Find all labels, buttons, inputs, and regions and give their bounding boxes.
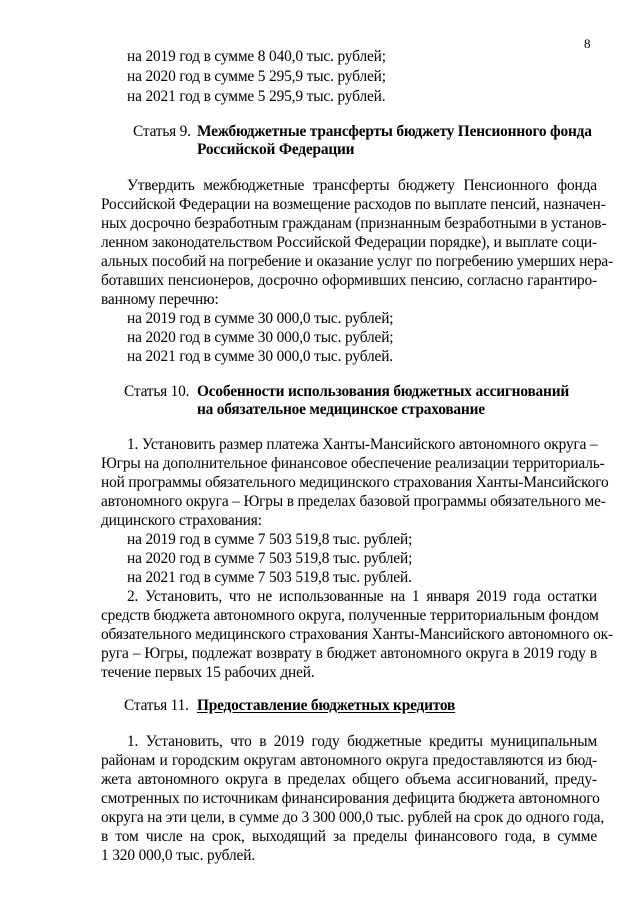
list-item: на 2021 год в сумме 7 503 519,8 тыс. рублей. — [127, 569, 412, 586]
paragraph-line: 1. Установить, что в 2019 году бюджетные кредиты муниципальным — [127, 733, 597, 750]
paragraph-line: Российской Федерации на возмещение расходов по выплате пенсий, назначен- — [101, 196, 606, 213]
paragraph-line: альных пособий на погребение и оказание услуг по погребению умерших нера- — [101, 253, 614, 270]
list-item: на 2019 год в сумме 30 000,0 тыс. рублей; — [127, 310, 394, 327]
paragraph-line: округа на эти цели, в сумме до 3 300 000,0 тыс. рублей на срок до одного года, — [101, 809, 605, 826]
paragraph-line: средств бюджета автономного округа, полученные территориальным фондом — [101, 607, 599, 624]
list-item: на 2020 год в сумме 7 503 519,8 тыс. рублей; — [127, 550, 413, 567]
paragraph-line: Утвердить межбюджетные трансферты бюджету Пенсионного фонда — [127, 177, 597, 194]
article-10-label: Статья 10. — [124, 383, 190, 400]
list-item: на 2019 год в сумме 8 040,0 тыс. рублей; — [127, 48, 386, 65]
list-item: на 2020 год в сумме 5 295,9 тыс. рублей; — [127, 68, 386, 85]
paragraph-line: ленном законодательством Российской Федерации порядке), и выплате соци- — [101, 234, 597, 251]
paragraph-line: дицинского страхования: — [101, 512, 262, 529]
paragraph-line: Югры на дополнительное финансовое обеспечение реализации территориаль- — [101, 455, 605, 472]
article-9-label: Статья 9. — [133, 123, 191, 140]
paragraph-line: ной программы обязательного медицинского страхования Ханты-Мансийского — [101, 474, 609, 491]
page-number: 8 — [584, 36, 591, 51]
paragraph-line: в том числе на срок, выходящий за пределы финансового года, в сумме — [101, 828, 597, 845]
paragraph-line: 1. Установить размер платежа Ханты-Мансийского автономного округа – — [127, 436, 598, 453]
article-10-title-line2: на обязательное медицинское страхование — [197, 401, 485, 418]
paragraph-line: ных досрочно безработным гражданам (признанным безработными в установ- — [101, 215, 607, 232]
paragraph-line: обязательного медицинского страхования Ханты-Мансийского автономного ок- — [101, 626, 613, 643]
article-11-title: Предоставление бюджетных кредитов — [197, 697, 456, 714]
article-9-title-line1: Межбюджетные трансферты бюджету Пенсионного фонда — [197, 123, 592, 140]
article-9-title-line2: Российской Федерации — [197, 141, 355, 158]
list-item: на 2021 год в сумме 5 295,9 тыс. рублей. — [127, 88, 386, 105]
paragraph-line: руга – Югры, подлежат возврату в бюджет автономного округа в 2019 году в — [101, 645, 597, 662]
article-10-title-line1: Особенности использования бюджетных ассигнований — [197, 383, 570, 400]
list-item: на 2020 год в сумме 30 000,0 тыс. рублей; — [127, 329, 394, 346]
paragraph-line: ванному перечню: — [101, 291, 219, 308]
paragraph-line: течение первых 15 рабочих дней. — [101, 664, 315, 681]
paragraph-line: жета автономного округа в пределах общего объема ассигнований, преду- — [101, 771, 597, 788]
list-item: на 2019 год в сумме 7 503 519,8 тыс. рублей; — [127, 531, 413, 548]
paragraph-line: автономного округа – Югры в пределах базовой программы обязательного ме- — [101, 493, 606, 510]
list-item: на 2021 год в сумме 30 000,0 тыс. рублей. — [127, 348, 393, 365]
paragraph-line: смотренных по источникам финансирования дефицита бюджета автономного — [101, 790, 600, 807]
paragraph-line: 2. Установить, что не использованные на 1 января 2019 года остатки — [127, 588, 597, 605]
paragraph-line: ботавших пенсионеров, досрочно оформивших пенсию, согласно гарантиро- — [101, 272, 597, 289]
article-11-label: Статья 11. — [124, 697, 189, 714]
paragraph-line: районам и городским округам автономного округа предоставляются из бюд- — [101, 752, 597, 769]
paragraph-line: 1 320 000,0 тыс. рублей. — [101, 847, 255, 864]
